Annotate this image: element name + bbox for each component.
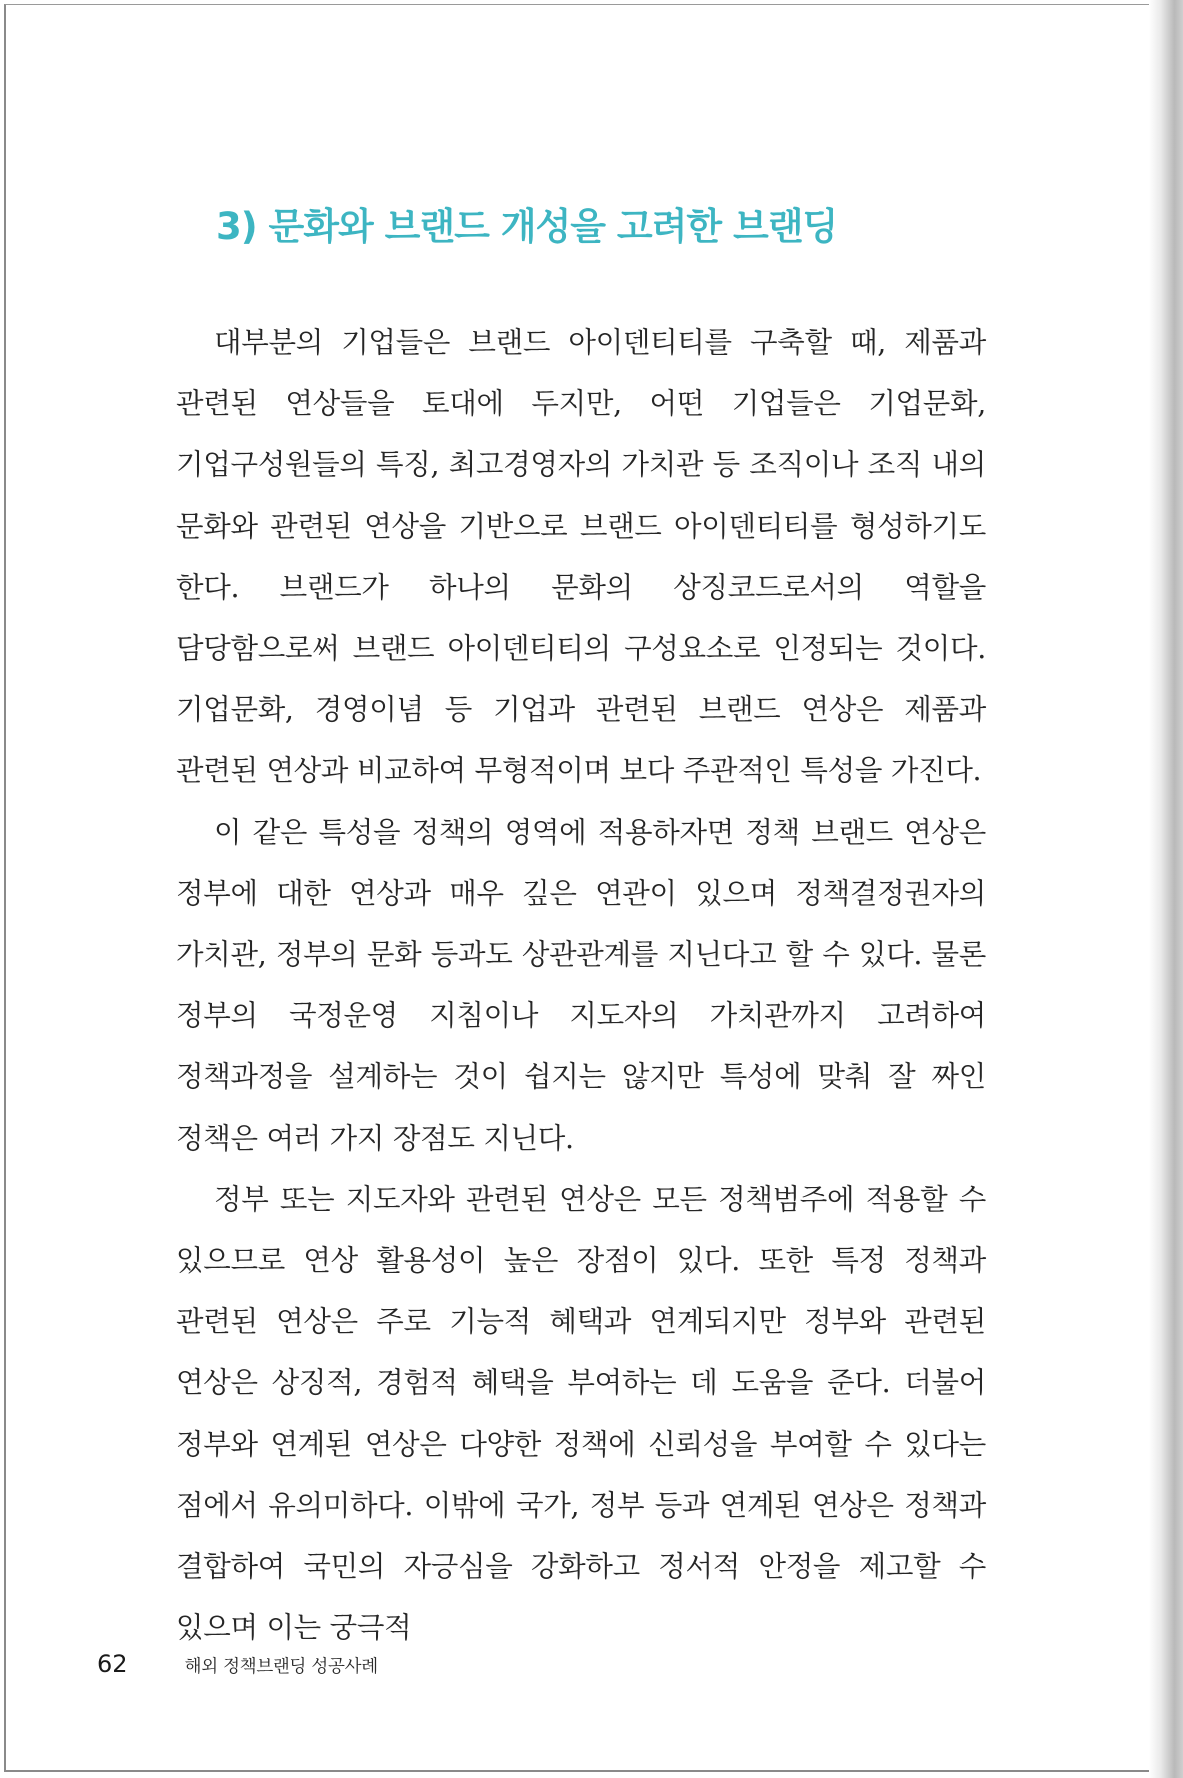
paragraph: 정부 또는 지도자와 관련된 연상은 모든 정책범주에 적용할 수 있으므로 연상 활용성이 높은 장점이 있다. 또한 특정 정책과 관련된 연상은 주로 기능적 혜택과 연계되지만 정부와 관련된 연상은 상징적, 경험적 혜택을 부여하는 데 도움을 준다. 더불어 정부와 연계된 연상은 다양한 정책에 신뢰성을 부여할 수 있다는 점에서 유의미하다. 이밖에 국가, 정부 등과 연계된 연상은 정책과 결합하여 국민의 자긍심을 강화하고 정서적 안정을 제고할 수 있으며 이는 궁극적 <box>176 1182 986 1645</box>
paragraph: 이 같은 특성을 정책의 영역에 적용하자면 정책 브랜드 연상은 정부에 대한 연상과 매우 깊은 연관이 있으며 정책결정권자의 가치관, 정부의 문화 등과도 상관관계를 지닌다고 할 수 있다. 물론 정부의 국정운영 지침이나 지도자의 가치관까지 고려하여 정책과정을 설계하는 것이 쉽지는 않지만 특성에 맞춰 잘 짜인 정책은 여러 가지 장점도 지닌다. <box>176 815 986 1155</box>
body-text <box>176 312 986 1658</box>
book-spine-shadow <box>1149 0 1183 1778</box>
page-footer <box>97 1650 378 1684</box>
section-title: 3) 문화와 브랜드 개성을 고려한 브랜딩 <box>216 205 838 248</box>
paragraph: 대부분의 기업들은 브랜드 아이덴티티를 구축할 때, 제품과 관련된 연상들을 토대에 두지만, 어떤 기업들은 기업문화, 기업구성원들의 특징, 최고경영자의 가치관 등 조직이나 조직 내의 문화와 관련된 연상을 기반으로 브랜드 아이덴티티를 형성하기도 한다. 브랜드가 하나의 문화의 상징코드로서의 역할을 담당함으로써 브랜드 아이덴티티의 구성요소로 인정되는 것이다. 기업문화, 경영이념 등 기업과 관련된 브랜드 연상은 제품과 관련된 연상과 비교하여 무형적이며 보다 주관적인 특성을 가진다. <box>176 326 986 788</box>
page-number: 62 <box>97 1650 128 1678</box>
running-title: 해외 정책브랜딩 성공사례 <box>184 1657 378 1677</box>
